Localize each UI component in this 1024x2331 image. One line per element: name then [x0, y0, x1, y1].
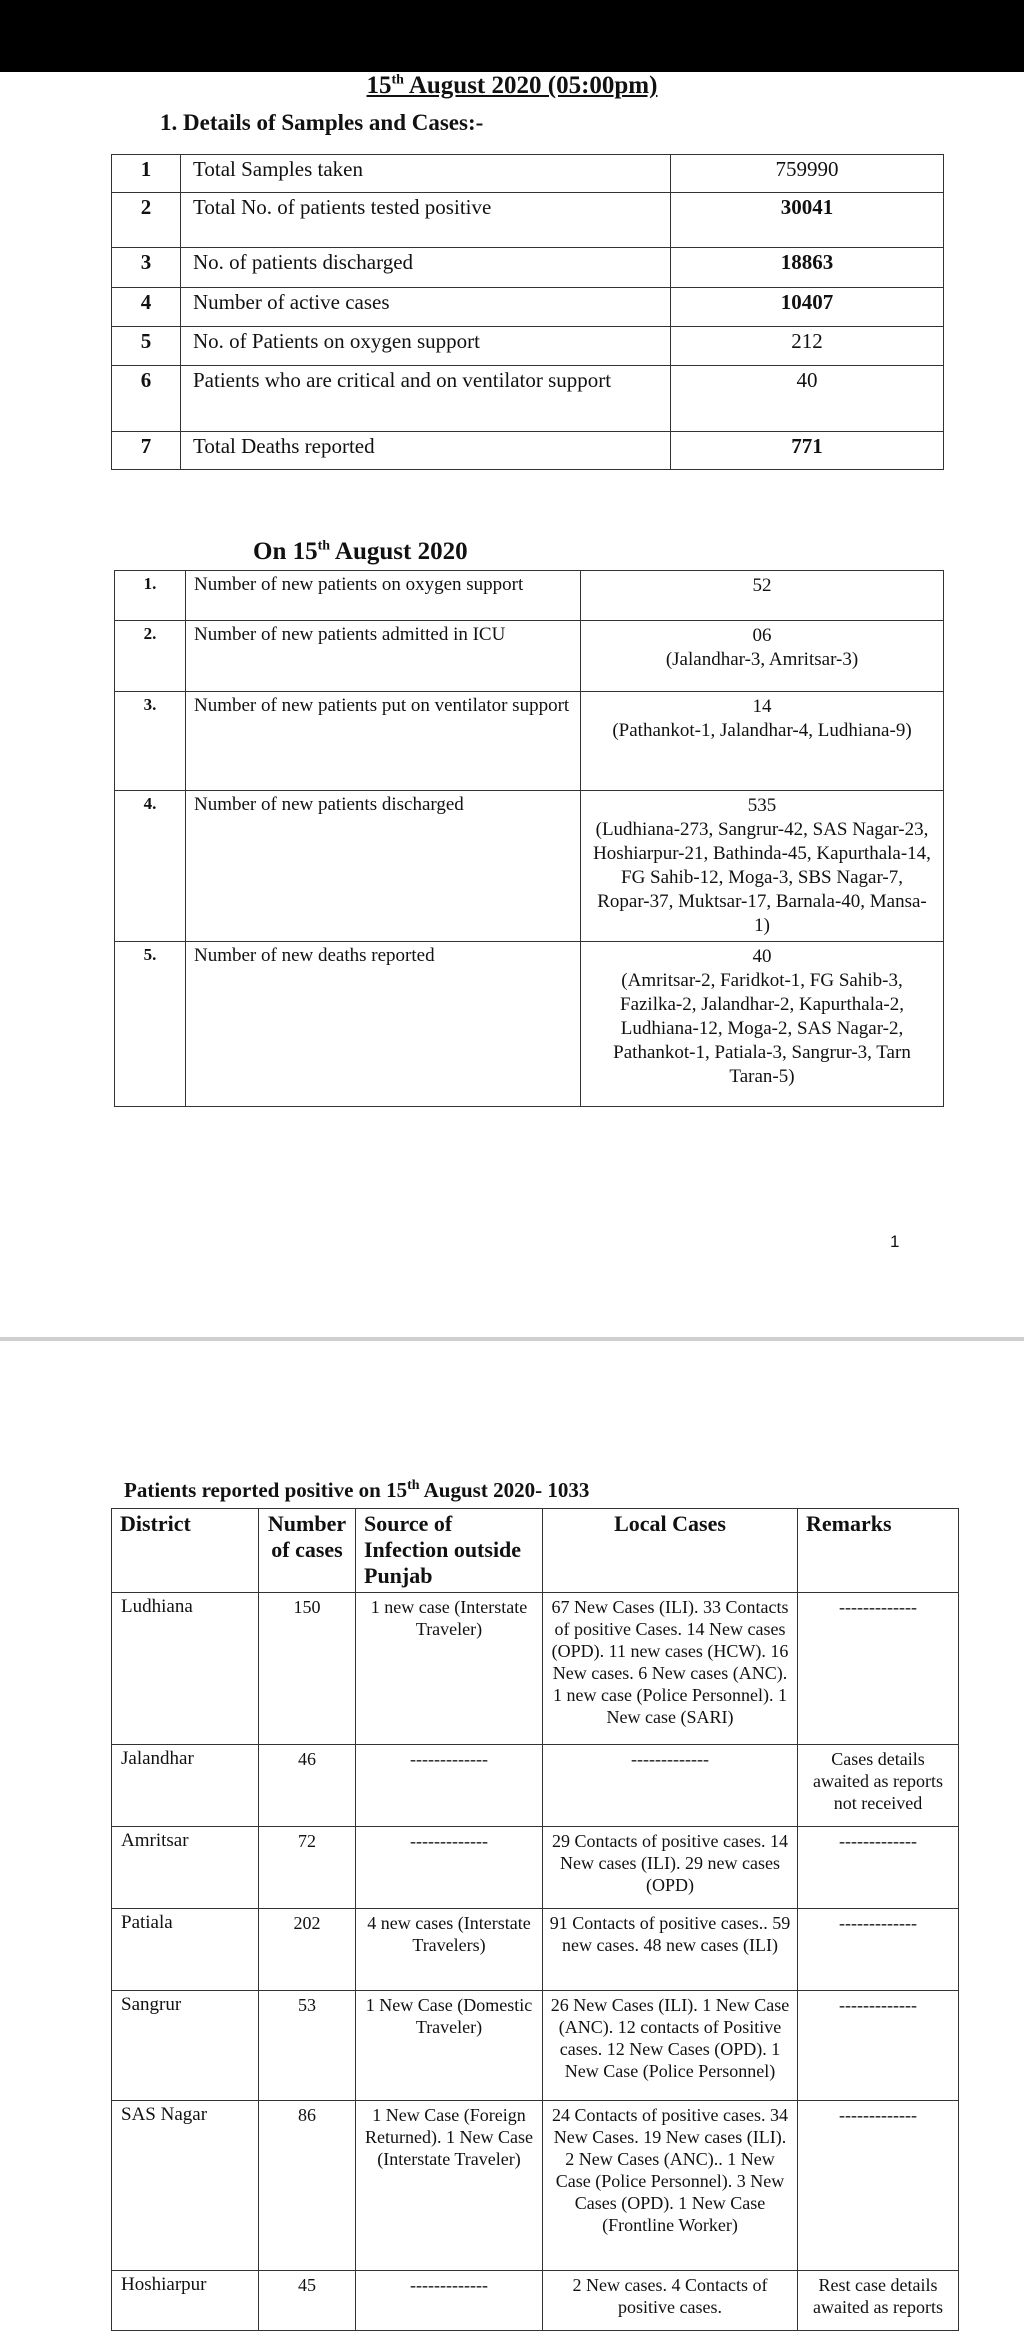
daily-row: [115, 791, 944, 942]
table-row: [112, 1827, 959, 1909]
row-number: 1.: [115, 571, 186, 621]
remarks-cell: -------------: [798, 1991, 959, 2101]
summary-row: [112, 432, 944, 470]
row-value: [581, 791, 944, 942]
row-number: 4.: [115, 791, 186, 942]
remarks-header: Remarks: [798, 1509, 959, 1593]
row-label: Number of active cases: [181, 288, 671, 327]
daily-row: [115, 942, 944, 1107]
row-label: Number of new patients discharged: [186, 791, 581, 942]
row-number: 6: [112, 366, 181, 432]
value-detail: (Ludhiana-273, Sangrur-42, SAS Nagar-23, Hoshiarpur-21, Bathinda-45, Kapurthala-14, FG Sahib-12, Moga-3, SBS Nagar-7, Ropar-37, Muktsar-17, Barnala-40, Mansa-1): [593, 819, 931, 936]
district-cell: Amritsar: [112, 1827, 259, 1909]
remarks-cell: Cases details awaited as reports not received: [798, 1745, 959, 1827]
table-row: [112, 2101, 959, 2271]
row-label: Number of new patients admitted in ICU: [186, 621, 581, 692]
row-value: [581, 621, 944, 692]
row-label: Patients who are critical and on ventilator support: [181, 366, 671, 432]
row-label: Total Deaths reported: [181, 432, 671, 470]
remarks-cell: -------------: [798, 1827, 959, 1909]
row-number: 5: [112, 327, 181, 366]
number-cell: 46: [259, 1745, 356, 1827]
summary-row: [112, 327, 944, 366]
source-cell: 1 new case (Interstate Traveler): [356, 1593, 543, 1745]
value-count: 535: [747, 795, 777, 816]
source-cell: 1 New Case (Foreign Returned). 1 New Case (Interstate Traveler): [356, 2101, 543, 2271]
source-cell: -------------: [356, 1827, 543, 1909]
remarks-cell: Rest case details awaited as reports: [798, 2271, 959, 2331]
row-label: Total No. of patients tested positive: [181, 193, 671, 248]
district-header: District: [112, 1509, 259, 1593]
table-row: [112, 1593, 959, 1745]
row-number: 2: [112, 193, 181, 248]
positive-cases-title: Patients reported positive on 15th August 2020- 1033: [124, 1478, 590, 1502]
row-number: 4: [112, 288, 181, 327]
page-separator: [0, 1337, 1024, 1341]
row-value: 40: [671, 366, 944, 432]
value-detail: (Amritsar-2, Faridkot-1, FG Sahib-3, Fazilka-2, Jalandhar-2, Kapurthala-2, Ludhiana-12, Moga-2, SAS Nagar-2, Pathankot-1, Patiala-3, Sangrur-3, Tarn Taran-5): [613, 970, 911, 1087]
district-cell: Ludhiana: [112, 1593, 259, 1745]
daily-row: [115, 692, 944, 791]
row-number: 7: [112, 432, 181, 470]
value-count: 14: [752, 696, 772, 717]
district-cell: Patiala: [112, 1909, 259, 1991]
row-label: Number of new deaths reported: [186, 942, 581, 1107]
value-count: 40: [752, 946, 772, 967]
row-value: [581, 571, 944, 621]
local-cell: 24 Contacts of positive cases. 34 New Cases. 19 New cases (ILI). 2 New Cases (ANC).. 1 New Case (Police Personnel). 3 New Cases (OPD). 1 New Case (Frontline Worker): [543, 2101, 798, 2271]
remarks-cell: -------------: [798, 1909, 959, 1991]
summary-row: [112, 193, 944, 248]
page-number: 1: [890, 1232, 900, 1251]
row-value: 759990: [671, 155, 944, 193]
source-header: Source of Infection outside Punjab: [356, 1509, 543, 1593]
value-detail: (Jalandhar-3, Amritsar-3): [665, 649, 859, 670]
source-cell: 4 new cases (Interstate Travelers): [356, 1909, 543, 1991]
summary-row: [112, 248, 944, 288]
number-cell: 53: [259, 1991, 356, 2101]
local-cell: 2 New cases. 4 Contacts of positive cases.: [543, 2271, 798, 2331]
number-cell: 45: [259, 2271, 356, 2331]
daily-row: [115, 571, 944, 621]
value-detail: (Pathankot-1, Jalandhar-4, Ludhiana-9): [612, 720, 912, 741]
summary-row: [112, 155, 944, 193]
row-label: No. of patients discharged: [181, 248, 671, 288]
row-number: 3.: [115, 692, 186, 791]
summary-row: [112, 288, 944, 327]
section-heading: 1. Details of Samples and Cases:-: [160, 110, 484, 135]
local-header: Local Cases: [543, 1509, 798, 1593]
row-value: 30041: [671, 193, 944, 248]
value-count: 52: [752, 575, 772, 596]
local-cell: 29 Contacts of positive cases. 14 New cases (ILI). 29 new cases (OPD): [543, 1827, 798, 1909]
row-number: 5.: [115, 942, 186, 1107]
row-value: 10407: [671, 288, 944, 327]
daily-table: [114, 570, 944, 1107]
value-count: 06: [752, 625, 772, 646]
number-cell: 86: [259, 2101, 356, 2271]
number-cell: 150: [259, 1593, 356, 1745]
row-label: Number of new patients put on ventilator support: [186, 692, 581, 791]
daily-row: [115, 621, 944, 692]
summary-row: [112, 366, 944, 432]
row-value: 212: [671, 327, 944, 366]
table-row: [112, 2271, 959, 2331]
district-cell: Jalandhar: [112, 1745, 259, 1827]
row-value: 18863: [671, 248, 944, 288]
row-label: Total Samples taken: [181, 155, 671, 193]
district-cell: Sangrur: [112, 1991, 259, 2101]
row-number: 1: [112, 155, 181, 193]
summary-table: [111, 154, 944, 470]
daily-title: On 15th August 2020: [253, 538, 468, 565]
row-number: 3: [112, 248, 181, 288]
local-cell: 26 New Cases (ILI). 1 New Case (ANC). 12 contacts of Positive cases. 12 New Cases (OPD). 1 New Case (Police Personnel): [543, 1991, 798, 2101]
page-title: 15th August 2020 (05:00pm): [366, 72, 658, 99]
row-value: [581, 692, 944, 791]
table-row: [112, 1909, 959, 1991]
source-cell: 1 New Case (Domestic Traveler): [356, 1991, 543, 2101]
row-label: Number of new patients on oxygen support: [186, 571, 581, 621]
remarks-cell: -------------: [798, 2101, 959, 2271]
district-cell: Hoshiarpur: [112, 2271, 259, 2331]
table-row: [112, 1745, 959, 1827]
remarks-cell: -------------: [798, 1593, 959, 1745]
row-value: [581, 942, 944, 1107]
table-row: [112, 1991, 959, 2101]
district-cell: SAS Nagar: [112, 2101, 259, 2271]
row-number: 2.: [115, 621, 186, 692]
local-cell: -------------: [543, 1745, 798, 1827]
local-cell: 67 New Cases (ILI). 33 Contacts of positive Cases. 14 New cases (OPD). 11 new cases (HCW). 16 New cases. 6 New cases (ANC). 1 new case (Police Personnel). 1 New case (SARI): [543, 1593, 798, 1745]
district-cases-table: [111, 1508, 959, 2331]
row-value: 771: [671, 432, 944, 470]
number-cell: 202: [259, 1909, 356, 1991]
top-black-bar: [0, 0, 1024, 72]
header-row: [112, 1509, 959, 1593]
row-label: No. of Patients on oxygen support: [181, 327, 671, 366]
source-cell: -------------: [356, 2271, 543, 2331]
number-cell: 72: [259, 1827, 356, 1909]
local-cell: 91 Contacts of positive cases.. 59 new cases. 48 new cases (ILI): [543, 1909, 798, 1991]
source-cell: -------------: [356, 1745, 543, 1827]
number-header: Number of cases: [259, 1509, 356, 1593]
